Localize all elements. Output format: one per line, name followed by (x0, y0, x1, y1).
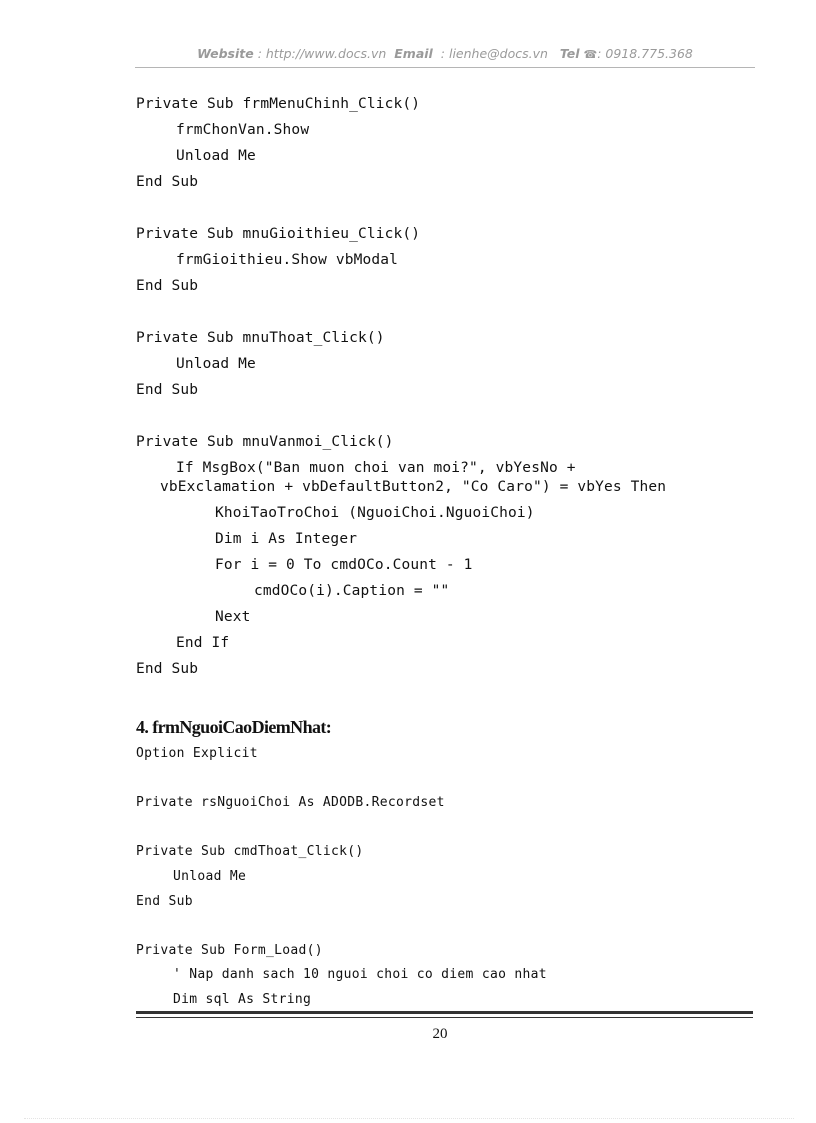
code-line: Unload Me (176, 148, 256, 164)
code-line-blank (136, 819, 756, 844)
code-block-main-menu (136, 94, 756, 685)
page-number: 20 (432, 1026, 448, 1042)
code-line-blank (136, 302, 756, 328)
code-line: End Sub (136, 661, 199, 677)
code-line: Private Sub frmMenuChinh_Click() (136, 96, 421, 112)
website-url: : http://www.docs.vn (257, 46, 387, 61)
code-line: End Sub (136, 174, 199, 190)
tel-label: Tel (559, 46, 580, 61)
phone-icon: ☎ (583, 48, 598, 61)
page-edge-divider (24, 1118, 794, 1119)
code-line: For i = 0 To cmdOCo.Count - 1 (215, 557, 473, 573)
code-line: Private Sub Form_Load() (136, 942, 323, 958)
code-line: cmdOCo(i).Caption = "" (254, 583, 450, 599)
header-rule (135, 67, 755, 68)
code-line: End Sub (136, 893, 193, 909)
code-line-blank (136, 406, 756, 432)
code-line: frmChonVan.Show (176, 122, 310, 138)
page-header (135, 46, 755, 66)
code-line: Private Sub mnuThoat_Click() (136, 330, 385, 346)
email-label: Email (394, 46, 433, 61)
code-line: End Sub (136, 278, 199, 294)
code-line: Option Explicit (136, 746, 258, 761)
website-label: Website (197, 46, 254, 61)
code-line: frmGioithieu.Show vbModal (176, 252, 398, 268)
code-line: Dim i As Integer (215, 531, 358, 547)
code-line: Next (215, 609, 251, 625)
code-line-blank (136, 770, 756, 795)
code-line: Private Sub cmdThoat_Click() (136, 844, 364, 860)
section-heading: 4. frmNguoiCaoDiemNhat: (136, 717, 332, 737)
code-block-high-score-form (136, 745, 756, 1016)
code-line-blank (136, 917, 756, 942)
footer-rule (136, 1011, 753, 1018)
code-line: Unload Me (176, 356, 256, 372)
code-comment-line: ' Nap danh sach 10 nguoi choi co diem cao nhat (173, 967, 547, 983)
code-line: Unload Me (173, 868, 247, 884)
code-line: KhoiTaoTroChoi (NguoiChoi.NguoiChoi) (215, 505, 535, 521)
code-line: Private Sub mnuGioithieu_Click() (136, 226, 421, 242)
code-line: End If (176, 635, 230, 651)
code-line: Private rsNguoiChoi As ADODB.Recordset (136, 795, 445, 811)
code-line: End Sub (136, 382, 199, 398)
code-line: Dim sql As String (173, 991, 312, 1007)
email-address: : lienhe@docs.vn (440, 46, 548, 61)
code-line: Private Sub mnuVanmoi_Click() (136, 434, 394, 450)
code-line: vbExclamation + vbDefaultButton2, "Co Caro") = vbYes Then (160, 479, 667, 495)
code-line-blank (136, 198, 756, 224)
code-line: If MsgBox("Ban muon choi van moi?", vbYesNo + (176, 460, 576, 476)
tel-number: : 0918.775.368 (597, 46, 693, 61)
